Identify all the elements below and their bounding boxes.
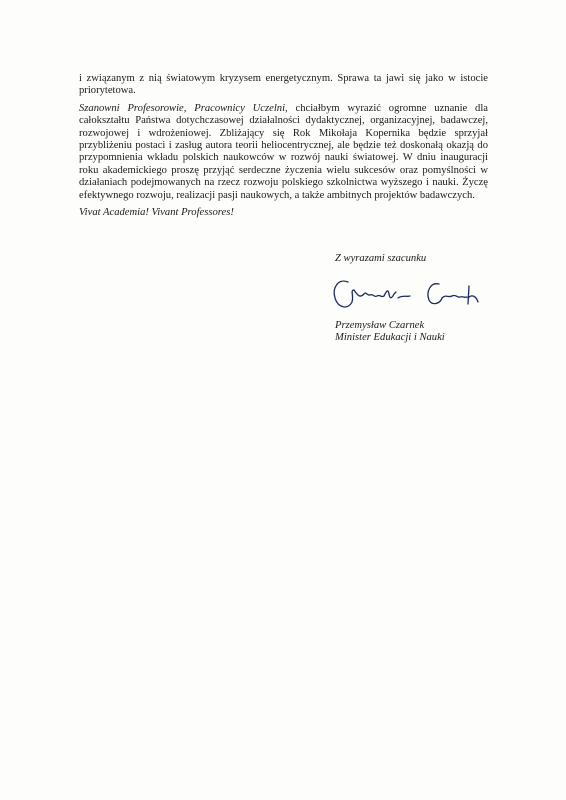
signer-title: Minister Edukacji i Nauki	[335, 332, 445, 344]
paragraph-main-text: chciałbym wyrazić ogromne uznanie dla całokształtu Państwa dotychczasowej działalności dydaktycznej, organizacyjnej, badawczej, rozwojowej i wdrożeniowej. Zbliżający się Rok Mikołaja Kopernika będzie sprzyjał przybliżeniu postaci i zasług autora teorii heliocentrycznej, ale będzie też doskonałą okazją do przypomnienia wkładu polskich naukowców w rozwój nauki światowej. W dniu inauguracji roku akademickiego proszę przyjąć serdeczne życzenia wielu sukcesów oraz pomyślności w działaniach podejmowanych na rzecz rozwoju polskiego szkolnictwa wyższego i nauki. Życzę efektywnego rozwoju, realizacji pasji naukowych, a także ambitnych projektów badawczych.	[79, 102, 488, 201]
paragraph-main	[79, 103, 488, 202]
handwritten-signature	[326, 268, 488, 316]
closing-phrase: Z wyrazami szacunku	[335, 253, 427, 264]
letter-body	[79, 73, 488, 224]
signer-name: Przemysław Czarnek	[335, 320, 425, 331]
paragraph-top: i związanym z nią światowym kryzysem energetycznym. Sprawa ta jawi się jako w istocie priorytetowa.	[79, 73, 488, 97]
greeting: Szanowni Profesorowie, Pracownicy Uczelni,	[79, 102, 288, 114]
motto: Vivat Academia! Vivant Professores!	[79, 207, 234, 219]
signer-block	[335, 320, 445, 345]
